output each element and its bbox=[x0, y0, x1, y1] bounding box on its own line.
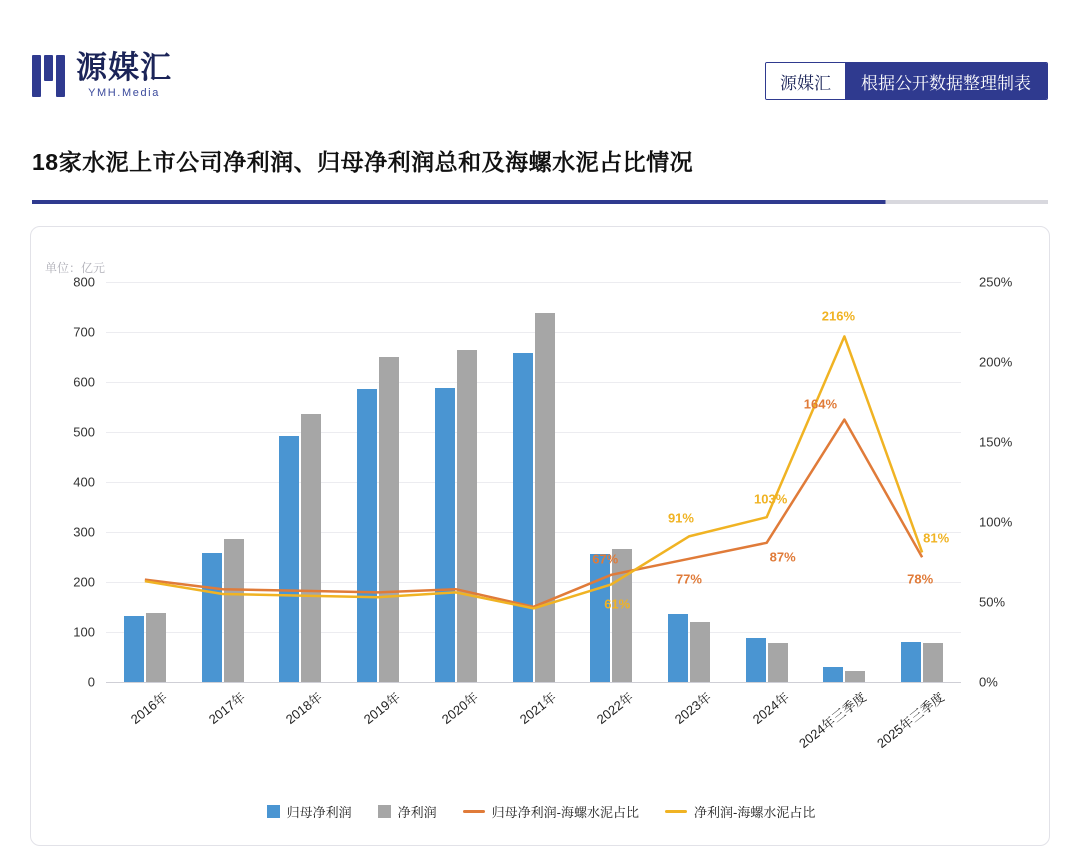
legend-swatch-icon bbox=[665, 810, 687, 813]
source-badge-brand: 源媒汇 bbox=[766, 63, 845, 99]
data-label: 103% bbox=[754, 491, 788, 507]
logo-mark-icon bbox=[32, 55, 66, 97]
y-tick-left: 100 bbox=[73, 624, 95, 640]
data-label: 87% bbox=[769, 549, 796, 565]
data-label: 164% bbox=[803, 396, 838, 412]
x-tick-label: 2022年 bbox=[594, 689, 637, 727]
line-series bbox=[145, 336, 922, 608]
legend-swatch-icon bbox=[378, 805, 391, 818]
data-label: 81% bbox=[923, 530, 950, 546]
x-tick-label: 2024年三季度 bbox=[796, 689, 870, 752]
y-tick-right: 0% bbox=[979, 674, 998, 690]
x-tick-label: 2024年 bbox=[749, 689, 792, 727]
y-tick-right: 50% bbox=[979, 594, 1006, 610]
legend-swatch-icon bbox=[267, 805, 280, 818]
x-tick-label: 2018年 bbox=[283, 689, 326, 727]
x-tick-label: 2021年 bbox=[516, 689, 559, 727]
legend-swatch-icon bbox=[463, 810, 485, 813]
legend-item[interactable] bbox=[378, 802, 437, 821]
legend-label: 归母净利润-海螺水泥占比 bbox=[491, 805, 640, 820]
legend-item[interactable] bbox=[665, 802, 815, 821]
data-label: 61% bbox=[604, 596, 631, 612]
data-label: 216% bbox=[821, 308, 856, 324]
page-title: 18家水泥上市公司净利润、归母净利润总和及海螺水泥占比情况 bbox=[32, 149, 694, 175]
line-series-overlay bbox=[106, 282, 961, 682]
y-axis-right bbox=[969, 274, 1029, 690]
logo-text-en: YMH.Media bbox=[88, 87, 160, 99]
y-tick-left: 300 bbox=[73, 524, 95, 540]
chart-card bbox=[30, 226, 1050, 846]
x-tick-label: 2023年 bbox=[671, 689, 715, 727]
legend-item[interactable] bbox=[267, 802, 352, 821]
legend-label: 净利润-海螺水泥占比 bbox=[694, 805, 816, 820]
data-label: 78% bbox=[907, 571, 934, 587]
y-tick-right: 250% bbox=[979, 274, 1013, 290]
title-divider bbox=[32, 200, 1048, 204]
y-tick-left: 0 bbox=[87, 674, 95, 690]
y-axis-left bbox=[39, 274, 99, 690]
brand-logo bbox=[32, 52, 172, 99]
source-badge-note: 根据公开数据整理制表 bbox=[845, 63, 1047, 99]
x-axis-labels bbox=[106, 687, 961, 777]
gridline bbox=[106, 682, 961, 683]
y-tick-right: 100% bbox=[979, 514, 1013, 530]
line-series bbox=[145, 420, 922, 607]
source-badge bbox=[765, 62, 1048, 100]
x-tick-label: 2019年 bbox=[360, 689, 404, 727]
data-label: 67% bbox=[592, 551, 619, 567]
page-header bbox=[0, 0, 1080, 120]
x-tick-label: 2016年 bbox=[127, 689, 170, 727]
data-label: 91% bbox=[667, 510, 694, 526]
x-tick-label: 2025年三季度 bbox=[874, 689, 948, 752]
data-label: 77% bbox=[675, 571, 702, 587]
legend-item[interactable] bbox=[463, 802, 639, 821]
y-tick-left: 600 bbox=[73, 374, 95, 390]
legend-label: 净利润 bbox=[397, 805, 437, 820]
legend-label: 归母净利润 bbox=[286, 805, 352, 820]
y-tick-left: 400 bbox=[73, 474, 95, 490]
y-tick-left: 700 bbox=[73, 324, 95, 340]
y-tick-left: 200 bbox=[73, 574, 95, 590]
x-tick-label: 2020年 bbox=[438, 689, 481, 727]
logo-text-cn: 源媒汇 bbox=[76, 50, 172, 85]
x-tick-label: 2017年 bbox=[205, 689, 248, 727]
unit-label: 单位：亿元 bbox=[45, 261, 106, 275]
y-tick-left: 800 bbox=[73, 274, 95, 290]
y-tick-left: 500 bbox=[73, 424, 95, 440]
y-tick-right: 200% bbox=[979, 354, 1013, 370]
chart-legend bbox=[31, 802, 1051, 821]
y-tick-right: 150% bbox=[979, 434, 1013, 450]
